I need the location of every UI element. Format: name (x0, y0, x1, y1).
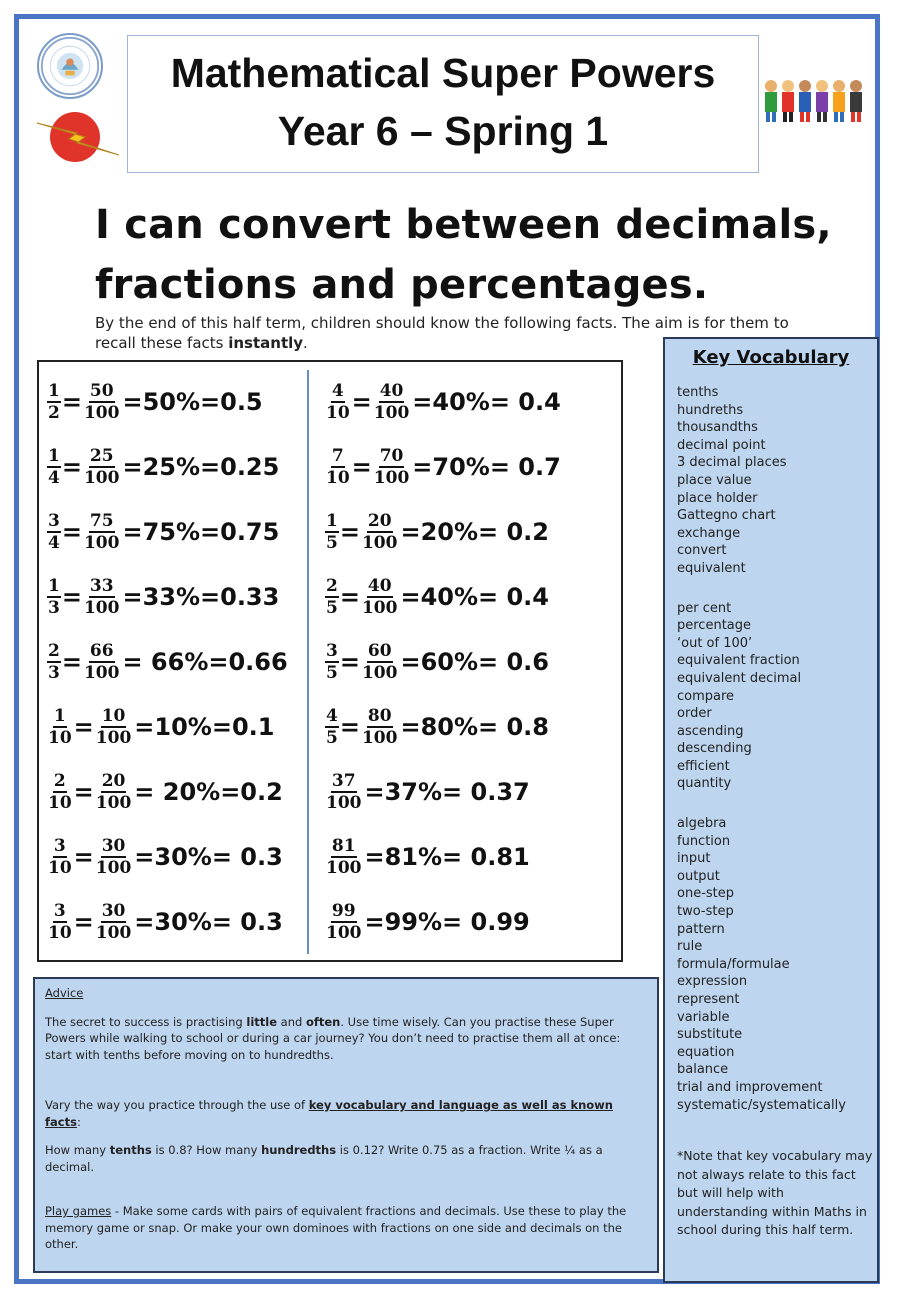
fact-equivalents: =40%= 0.4 (400, 583, 549, 611)
fact-equivalents: =81%= 0.81 (364, 843, 530, 871)
fraction (47, 446, 61, 488)
key-vocabulary-panel (663, 337, 879, 1283)
vocab-item: formula/formulae (677, 956, 790, 972)
facts-box (37, 360, 623, 962)
numerator: 2 (48, 641, 60, 661)
denominator: 10 (48, 923, 72, 943)
fraction (83, 446, 121, 488)
advice-paragraph-1 (45, 1014, 647, 1064)
numerator: 80 (367, 706, 392, 726)
advice-paragraph-2 (45, 1097, 647, 1130)
advice-paragraph-4 (45, 1203, 647, 1253)
fraction (325, 381, 351, 423)
fraction (325, 901, 363, 943)
vocab-item: input (677, 851, 711, 867)
numerator: 1 (48, 576, 60, 596)
denominator: 2 (48, 403, 60, 423)
fraction (47, 576, 61, 618)
numerator: 50 (89, 381, 114, 401)
fact-row (47, 699, 274, 755)
fact-row (47, 374, 263, 430)
numerator: 3 (53, 901, 66, 921)
intro-main: By the end of this half term, children should know the following facts. The aim is for them to recall these facts (95, 314, 789, 352)
advice-p1-bold-2: often (305, 1014, 341, 1029)
denominator: 100 (95, 858, 132, 878)
vocab-item: equivalent decimal (677, 670, 802, 686)
numerator: 66 (89, 641, 114, 661)
vocab-item: output (677, 868, 720, 884)
equals-sign: = (339, 518, 360, 546)
vocab-list (665, 384, 877, 1114)
fact-row (47, 569, 279, 625)
page-frame (14, 14, 880, 1284)
equals-sign: = (339, 648, 360, 676)
vocab-item: expression (677, 974, 748, 990)
denominator: 3 (48, 663, 60, 683)
vocab-item: variable (677, 1009, 730, 1025)
fraction (325, 836, 363, 878)
denominator: 10 (326, 403, 350, 423)
numerator: 1 (48, 446, 60, 466)
fact-row (47, 829, 283, 885)
denominator: 100 (373, 403, 410, 423)
vocab-item: exchange (677, 525, 741, 541)
denominator: 100 (373, 468, 410, 488)
fact-equivalents: =99%= 0.99 (364, 908, 530, 936)
numerator: 1 (326, 511, 338, 531)
fact-equivalents: =50%=0.5 (122, 388, 263, 416)
vocab-note: *Note that key vocabulary may not always relate to this fact but will help with understanding within Maths in school during this half term. (677, 1148, 873, 1237)
numerator: 1 (53, 706, 66, 726)
vocab-item: function (677, 833, 731, 849)
denominator: 5 (326, 728, 338, 748)
vocab-item: rule (677, 939, 703, 955)
advice-p1-text-3: . Use time wisely. Can you practise these Super Powers while walking to school or during a car journey? You don’t need to practise them all at once: start with tenths before moving on to hundredths. (45, 1014, 621, 1062)
fraction (47, 641, 61, 683)
facts-divider (307, 370, 309, 954)
vocab-item: tenths (677, 385, 719, 400)
vocab-item: algebra (677, 816, 727, 832)
fact-equivalents: =37%= 0.37 (364, 778, 530, 806)
vocab-item: descending (677, 741, 752, 757)
fraction (47, 706, 73, 748)
fact-equivalents: =20%= 0.2 (400, 518, 549, 546)
numerator: 3 (53, 836, 66, 856)
vocab-item: ‘out of 100’ (677, 635, 753, 651)
vocab-item: place holder (677, 490, 758, 506)
numerator: 60 (367, 641, 392, 661)
numerator: 10 (101, 706, 126, 726)
numerator: 7 (331, 446, 344, 466)
vocab-item: hundreths (677, 402, 744, 418)
fact-equivalents: =80%= 0.8 (400, 713, 549, 741)
denominator: 100 (326, 923, 362, 943)
fraction (83, 576, 121, 618)
vocab-item: decimal point (677, 437, 766, 453)
advice-p1-text-2: and (277, 1014, 306, 1029)
fact-row (47, 764, 283, 820)
fact-row (47, 439, 279, 495)
equals-sign: = (339, 583, 360, 611)
fraction (47, 511, 61, 553)
fraction (47, 901, 73, 943)
numerator: 2 (53, 771, 66, 791)
equals-sign: = (339, 713, 360, 741)
fact-row (325, 374, 561, 430)
title-line-2: Year 6 – Spring 1 (277, 108, 609, 154)
fact-row (325, 634, 549, 690)
numerator: 75 (89, 511, 114, 531)
vocab-item: systematic/systematically (677, 1097, 846, 1113)
title-line-1: Mathematical Super Powers (170, 50, 716, 96)
denominator: 5 (326, 663, 338, 683)
fact-equivalents: =30%= 0.3 (134, 843, 283, 871)
vocab-item: compare (677, 688, 735, 704)
vocab-item: Gattegno chart (677, 508, 776, 524)
vocab-gap (677, 578, 877, 600)
denominator: 4 (48, 468, 60, 488)
equals-sign: = (61, 453, 82, 481)
numerator: 37 (331, 771, 356, 791)
fact-row (47, 504, 279, 560)
numerator: 70 (379, 446, 404, 466)
equals-sign: = (61, 388, 82, 416)
advice-p1-text: The secret to success is practising (45, 1014, 247, 1029)
fact-equivalents: =30%= 0.3 (134, 908, 283, 936)
advice-p2-text: Vary the way you practice through the use of (45, 1098, 309, 1112)
numerator: 30 (101, 901, 126, 921)
fact-equivalents: =60%= 0.6 (400, 648, 549, 676)
denominator: 5 (326, 598, 338, 618)
denominator: 100 (361, 663, 398, 683)
lightning-bolt-icon (31, 109, 123, 165)
fraction (325, 706, 339, 748)
advice-p2-end: : (76, 1114, 81, 1129)
fraction (325, 446, 351, 488)
fraction (95, 836, 133, 878)
fraction (325, 641, 339, 683)
fraction (325, 511, 339, 553)
fraction (361, 641, 399, 683)
numerator: 4 (326, 706, 338, 726)
equals-sign: = (73, 908, 94, 936)
fact-equivalents: =70%= 0.7 (412, 453, 561, 481)
denominator: 10 (326, 468, 350, 488)
denominator: 100 (83, 598, 120, 618)
fraction (83, 511, 121, 553)
advice-p3-text-2: is 0.8? How many (151, 1143, 262, 1157)
fact-row (325, 829, 530, 885)
denominator: 100 (83, 663, 120, 683)
numerator: 81 (331, 836, 356, 856)
vocab-item: represent (677, 992, 740, 1007)
learning-objective (95, 195, 875, 315)
denominator: 4 (48, 533, 60, 553)
equals-sign: = (61, 518, 82, 546)
advice-p3-text: How many (45, 1143, 110, 1157)
fraction (361, 706, 399, 748)
fact-equivalents: =75%=0.75 (122, 518, 280, 546)
denominator: 100 (83, 533, 120, 553)
fact-equivalents: =25%=0.25 (122, 453, 280, 481)
fraction (47, 771, 73, 813)
numerator: 99 (331, 901, 356, 921)
fraction (373, 381, 411, 423)
vocab-item: equivalent (677, 560, 746, 576)
fact-equivalents: =10%=0.1 (134, 713, 275, 741)
advice-p3-bold-2: hundredths (261, 1143, 337, 1157)
denominator: 10 (48, 793, 72, 813)
denominator: 100 (326, 793, 362, 813)
title-box (127, 35, 759, 173)
advice-paragraph-3 (45, 1142, 647, 1175)
superheroes-icon (761, 74, 871, 124)
numerator: 3 (326, 641, 338, 661)
vocab-item: per cent (677, 600, 732, 616)
advice-heading: Advice (45, 986, 84, 1000)
equals-sign: = (61, 648, 82, 676)
equals-sign: = (351, 388, 372, 416)
denominator: 100 (95, 728, 132, 748)
vocab-item: one-step (677, 886, 735, 902)
advice-p4-text: - Make some cards with pairs of equivalent fractions and decimals. Use these to play the memory game or snap. Or make your own dominoes with fractions on one side and decimals on the other. (45, 1204, 627, 1251)
fact-row (47, 894, 283, 950)
vocab-item: ascending (677, 723, 744, 739)
denominator: 100 (95, 923, 132, 943)
fact-row (325, 894, 530, 950)
vocab-item: balance (677, 1062, 729, 1078)
numerator: 1 (48, 381, 60, 401)
advice-p3-bold-1: tenths (109, 1143, 152, 1157)
fraction (325, 771, 363, 813)
fraction (47, 836, 73, 878)
vocab-item: pattern (677, 921, 725, 937)
vocab-item: place value (677, 472, 752, 488)
intro-bold: instantly (228, 334, 304, 352)
vocab-gap (677, 793, 877, 815)
denominator: 100 (361, 728, 398, 748)
equals-sign: = (351, 453, 372, 481)
fraction (47, 381, 61, 423)
vocab-item: efficient (677, 758, 730, 774)
vocab-item: quantity (677, 776, 732, 792)
fraction (95, 901, 133, 943)
fact-row (325, 699, 549, 755)
denominator: 100 (83, 403, 120, 423)
numerator: 33 (89, 576, 114, 596)
denominator: 10 (48, 858, 72, 878)
equals-sign: = (73, 713, 94, 741)
vocab-heading: Key Vocabulary (692, 347, 850, 368)
fact-row (47, 634, 288, 690)
numerator: 20 (367, 511, 392, 531)
equals-sign: = (73, 778, 94, 806)
advice-panel (33, 977, 659, 1273)
fact-row (325, 439, 561, 495)
numerator: 40 (379, 381, 404, 401)
vocab-item: 3 decimal places (677, 455, 787, 471)
vocab-item: two-step (677, 904, 734, 920)
numerator: 30 (101, 836, 126, 856)
fraction (373, 446, 411, 488)
vocab-item: substitute (677, 1027, 743, 1043)
denominator: 100 (326, 858, 362, 878)
vocab-item: percentage (677, 618, 752, 634)
fraction (83, 381, 121, 423)
denominator: 100 (361, 598, 398, 618)
numerator: 25 (89, 446, 114, 466)
fact-equivalents: = 20%=0.2 (134, 778, 283, 806)
numerator: 4 (331, 381, 344, 401)
fraction (361, 511, 399, 553)
numerator: 2 (326, 576, 338, 596)
denominator: 100 (361, 533, 398, 553)
fact-equivalents: =40%= 0.4 (412, 388, 561, 416)
denominator: 5 (326, 533, 338, 553)
advice-p3-text-3: is 0.12? Write 0.75 as a fraction. Write ¼ as a decimal. (45, 1143, 603, 1174)
fraction (325, 576, 339, 618)
fact-equivalents: = 66%=0.66 (122, 648, 288, 676)
numerator: 20 (101, 771, 126, 791)
vocab-item: equation (677, 1044, 735, 1060)
vocab-item: equivalent fraction (677, 653, 800, 669)
advice-p1-bold-1: little (246, 1014, 277, 1029)
vocab-item: thousandths (677, 420, 758, 436)
fraction (83, 641, 121, 683)
fact-equivalents: =33%=0.33 (122, 583, 280, 611)
denominator: 10 (48, 728, 72, 748)
fact-row (325, 504, 549, 560)
denominator: 3 (48, 598, 60, 618)
vocab-item: convert (677, 543, 727, 559)
advice-p4-underlined: Play games (45, 1204, 112, 1218)
school-logo-icon (37, 33, 103, 99)
advice-p2-bold: key vocabulary and language as well as known facts (45, 1098, 613, 1129)
fraction (95, 706, 133, 748)
numerator: 3 (48, 511, 60, 531)
equals-sign: = (73, 843, 94, 871)
fraction (95, 771, 133, 813)
numerator: 40 (367, 576, 392, 596)
equals-sign: = (61, 583, 82, 611)
fact-row (325, 764, 530, 820)
denominator: 100 (83, 468, 120, 488)
headline-line-1: I can convert between decimals, (95, 202, 832, 248)
denominator: 100 (95, 793, 132, 813)
intro-end: . (303, 334, 308, 352)
vocab-item: order (677, 706, 712, 722)
headline-line-2: fractions and percentages. (95, 262, 709, 308)
fact-row (325, 569, 549, 625)
fraction (361, 576, 399, 618)
vocab-item: trial and improvement (677, 1079, 823, 1095)
